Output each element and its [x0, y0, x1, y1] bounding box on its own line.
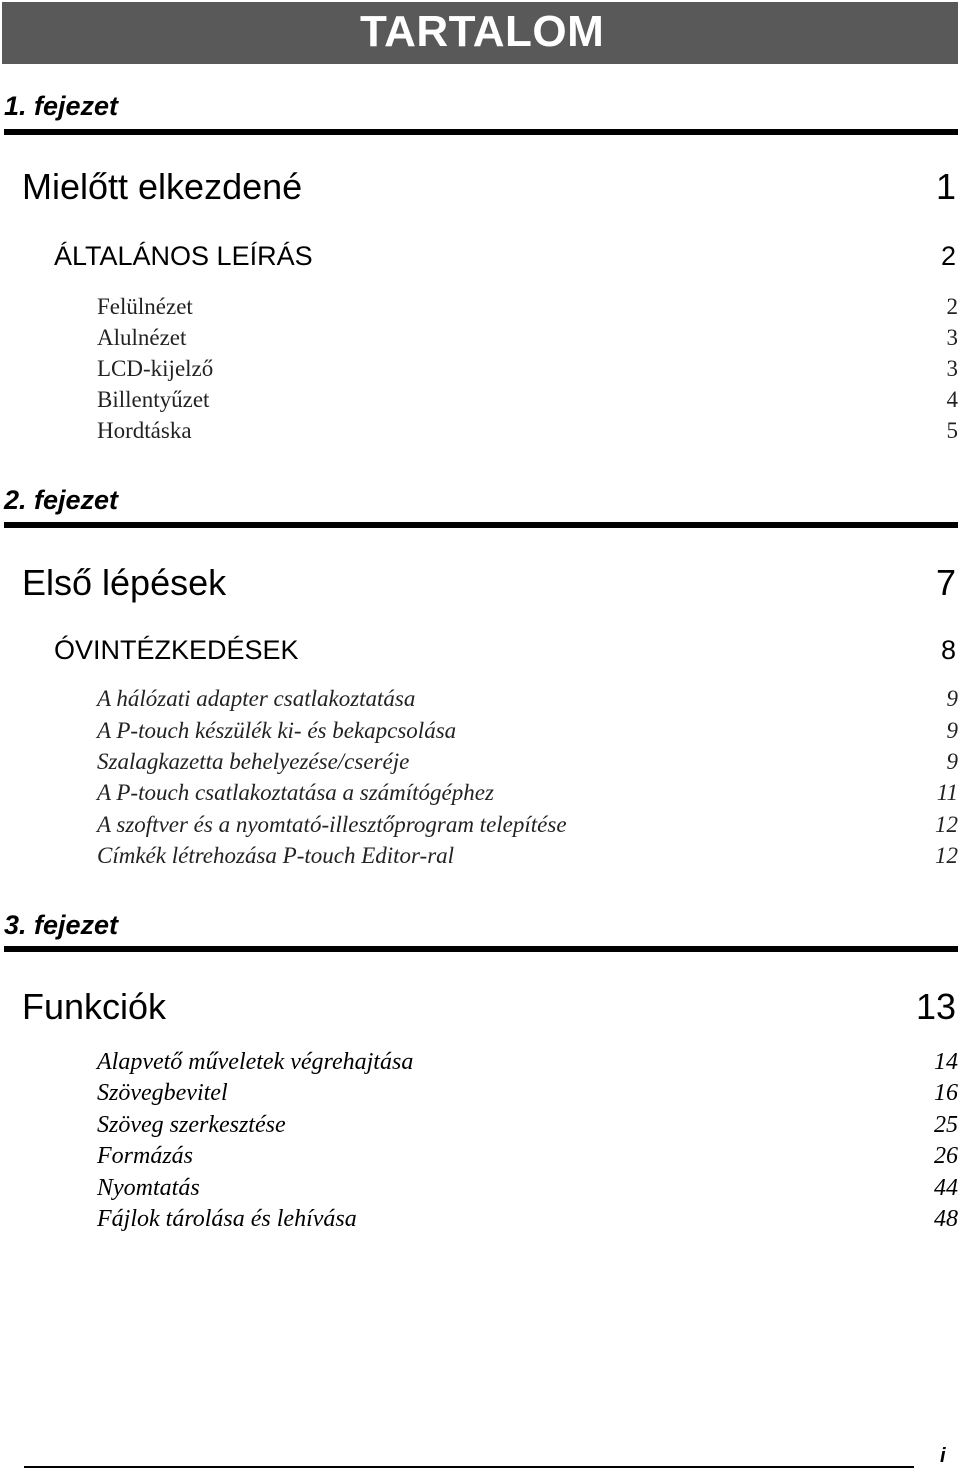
toc-page: 48	[934, 1206, 958, 1232]
toc-page: 4	[946, 387, 958, 412]
toc-title: A P-touch készülék ki- és bekapcsolása	[97, 718, 457, 743]
toc-item[interactable]	[97, 746, 958, 777]
toc-title: Címkék létrehozása P-touch Editor-ral	[97, 843, 455, 868]
toc-item[interactable]	[97, 1078, 958, 1109]
toc-title: ÓVINTÉZKEDÉSEK	[54, 635, 299, 665]
toc-page: 1	[935, 166, 956, 207]
toc-title: A P-touch csatlakoztatása a számítógéphez	[97, 780, 494, 805]
toc-item[interactable]	[97, 384, 958, 415]
toc-title: Billentyűzet	[97, 387, 210, 412]
toc-section-1[interactable]	[54, 240, 956, 272]
toc-item[interactable]	[97, 777, 958, 808]
toc-title: Alapvető műveletek végrehajtása	[97, 1049, 414, 1075]
toc-section-2[interactable]	[54, 634, 956, 666]
toc-title: Szalagkazetta behelyezése/cseréje	[97, 749, 410, 774]
toc-page: 8	[940, 635, 956, 665]
toc-page: 3	[946, 356, 958, 381]
chapter-label-1: 1. fejezet	[4, 91, 119, 121]
toc-page: 9	[946, 749, 958, 774]
toc-page: 9	[946, 718, 958, 743]
page-title: TARTALOM	[360, 7, 605, 56]
toc-page: 9	[946, 686, 958, 711]
toc-title: Mielőtt elkezdené	[22, 166, 303, 207]
toc-item[interactable]	[97, 322, 958, 353]
toc-page: 44	[934, 1175, 958, 1201]
toc-item[interactable]	[97, 415, 958, 446]
toc-page: 11	[936, 780, 958, 805]
toc-title: Szövegbevitel	[97, 1080, 228, 1106]
toc-item[interactable]	[97, 840, 958, 871]
toc-page: 3	[946, 325, 958, 350]
toc-page: 7	[935, 562, 956, 603]
chapter-rule-3	[4, 946, 958, 952]
toc-title: Felülnézet	[97, 294, 193, 319]
toc-title: Első lépések	[22, 562, 227, 603]
toc-item[interactable]	[97, 1141, 958, 1172]
toc-page: 2	[940, 241, 956, 271]
toc-item[interactable]	[97, 683, 958, 714]
toc-item[interactable]	[97, 291, 958, 322]
toc-item[interactable]	[97, 1047, 958, 1078]
toc-title: Funkciók	[22, 986, 167, 1027]
toc-title: Formázás	[97, 1143, 194, 1169]
footer-page-number: i	[940, 1445, 946, 1467]
toc-heading-1[interactable]	[22, 165, 956, 209]
toc-title: Szöveg szerkesztése	[97, 1112, 286, 1138]
toc-page: 14	[934, 1049, 958, 1075]
chapter-label-3: 3. fejezet	[4, 910, 119, 940]
toc-title: Nyomtatás	[97, 1175, 200, 1201]
toc-heading-3[interactable]	[22, 985, 956, 1029]
toc-page: 5	[946, 418, 958, 443]
chapter-rule-1	[4, 129, 958, 135]
toc-item[interactable]	[97, 809, 958, 840]
toc-page: 16	[934, 1080, 958, 1106]
toc-page: 13	[915, 986, 956, 1027]
chapter-label-2: 2. fejezet	[4, 485, 119, 515]
toc-item[interactable]	[97, 1110, 958, 1141]
toc-item[interactable]	[97, 353, 958, 384]
toc-page: 25	[934, 1112, 958, 1138]
toc-title: LCD-kijelző	[97, 356, 214, 381]
toc-page: 26	[934, 1143, 958, 1169]
toc-heading-2[interactable]	[22, 561, 956, 605]
toc-title: Fájlok tárolása és lehívása	[97, 1206, 357, 1232]
chapter-rule-2	[4, 522, 958, 528]
toc-item[interactable]	[97, 715, 958, 746]
toc-item[interactable]	[97, 1204, 958, 1235]
toc-page: 12	[935, 843, 958, 868]
toc-item[interactable]	[97, 1173, 958, 1204]
toc-title: A hálózati adapter csatlakoztatása	[97, 686, 416, 711]
footer-rule	[24, 1466, 914, 1468]
toc-page: 12	[935, 812, 958, 837]
toc-title: Alulnézet	[97, 325, 187, 350]
toc-title: A szoftver és a nyomtató-illesztőprogram telepítése	[97, 812, 567, 837]
toc-title: ÁLTALÁNOS LEÍRÁS	[54, 241, 313, 271]
toc-page: 2	[946, 294, 958, 319]
toc-title: Hordtáska	[97, 418, 192, 443]
